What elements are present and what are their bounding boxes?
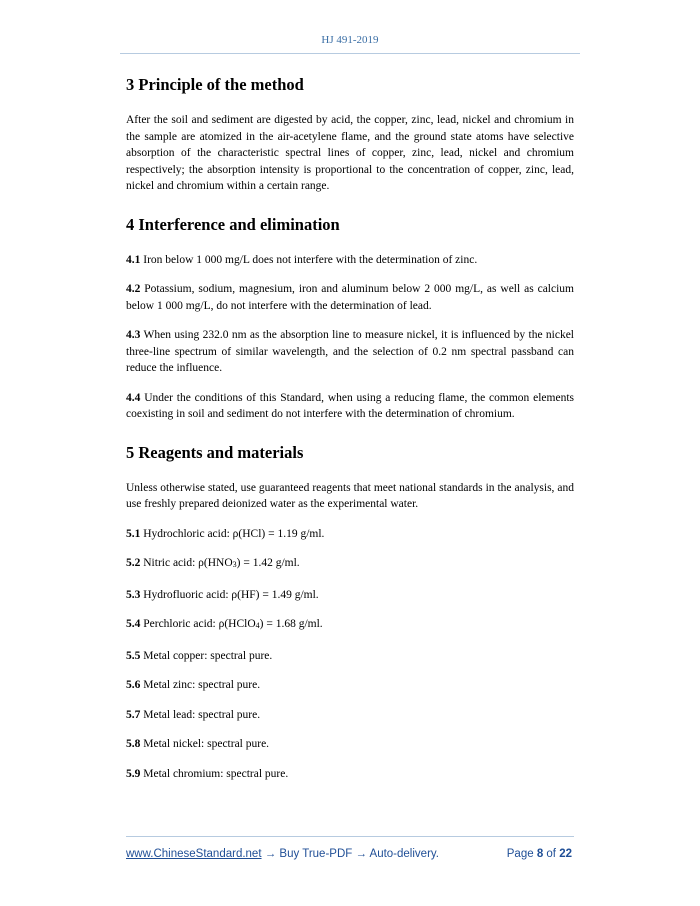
clause-4-3 — [126, 327, 574, 377]
subscript: 4 — [255, 621, 260, 630]
clause-5-4 — [126, 616, 574, 635]
clause-5-8 — [126, 736, 574, 753]
clause-text: Under the conditions of this Standard, when using a reducing flame, the common elements coexisting in soil and sediment do not interfere with the determination of chromium. — [126, 391, 574, 420]
of-label: of — [543, 848, 560, 860]
page-content — [126, 74, 574, 795]
clause-4-1 — [126, 252, 574, 269]
clause-text: Metal lead: spectral pure. — [140, 708, 261, 721]
clause-number: 4.4 — [126, 391, 141, 404]
clause-5-5 — [126, 648, 574, 665]
clause-5-2 — [126, 555, 574, 574]
site-link[interactable]: www.ChineseStandard.net — [126, 848, 262, 860]
clause-5-7 — [126, 707, 574, 724]
clause-text-end: ) = 1.68 g/ml. — [259, 618, 323, 630]
clause-number: 5.3 — [126, 588, 141, 601]
clause-text: Potassium, sodium, magnesium, iron and aluminum below 2 000 mg/L, as well as calcium below 1 000 mg/L, do not interfere with the determination of lead. — [126, 283, 574, 312]
page-label: Page — [506, 848, 537, 860]
clause-number: 5.5 — [126, 649, 141, 662]
clause-text-end: ) = 1.42 g/ml. — [236, 557, 300, 569]
clause-number: 5.7 — [126, 708, 141, 721]
page-indicator — [507, 848, 572, 860]
running-header: HJ 491-2019 — [321, 34, 379, 46]
clause-text: Nitric acid: ρ(HNO — [140, 557, 233, 569]
clause-4-2 — [126, 281, 574, 314]
clause-number: 5.4 — [126, 618, 141, 630]
section-3-body: After the soil and sediment are digested by acid, the copper, zinc, lead, nickel and chromium in the sample are atomized in the air-acetylene flame, and the ground state atoms have selective absorption of the characteristic spectral lines of copper, zinc, lead, nickel and chromium respectively; the absorption intensity is proportional to the concentration of copper, zinc, lead, nickel and chromium within a certain range. — [126, 114, 574, 192]
section-4-heading: 4 Interference and elimination — [126, 214, 340, 234]
page-number: 8 — [536, 848, 544, 860]
clause-number: 4.3 — [126, 329, 141, 341]
section-3-heading: 3 Principle of the method — [126, 75, 304, 94]
clause-5-9 — [126, 766, 574, 783]
clause-text: Perchloric acid: ρ(HClO — [140, 618, 256, 630]
clause-number: 5.6 — [126, 679, 141, 691]
clause-4-4 — [126, 390, 574, 423]
clause-text: Iron below 1 000 mg/L does not interfere with the determination of zinc. — [140, 253, 478, 266]
clause-text: Hydrofluoric acid: ρ(HF) = 1.49 g/ml. — [140, 588, 319, 601]
clause-5-1 — [126, 526, 574, 543]
footer-promo — [126, 848, 439, 860]
clause-number: 5.2 — [126, 557, 141, 569]
clause-number: 5.8 — [126, 738, 141, 750]
clause-number: 4.1 — [126, 253, 141, 266]
clause-text: Metal chromium: spectral pure. — [140, 767, 289, 780]
clause-number: 4.2 — [126, 283, 141, 295]
clause-text: Metal zinc: spectral pure. — [140, 679, 261, 691]
clause-number: 5.1 — [126, 527, 141, 540]
clause-number: 5.9 — [126, 767, 141, 780]
clause-text: Metal copper: spectral pure. — [140, 649, 273, 662]
clause-text: When using 232.0 nm as the absorption line to measure nickel, it is influenced by the nickel three-line spectrum of similar wavelength, and the selection of 0.2 nm spectral passband can reduce the influence. — [126, 329, 574, 374]
header-rule — [120, 53, 580, 54]
clause-5-3 — [126, 587, 574, 604]
footer-tagline: → Buy True-PDF → Auto-delivery. — [261, 848, 439, 860]
clause-text: Metal nickel: spectral pure. — [140, 738, 270, 750]
subscript: 3 — [232, 560, 237, 569]
footer-rule — [126, 836, 574, 837]
page-total: 22 — [559, 848, 572, 860]
section-5-heading: 5 Reagents and materials — [126, 442, 304, 462]
clause-5-6 — [126, 677, 574, 694]
section-5-intro: Unless otherwise stated, use guaranteed reagents that meet national standards in the analysis, and use freshly prepared deionized water as the experimental water. — [126, 481, 574, 510]
clause-text: Hydrochloric acid: ρ(HCl) = 1.19 g/ml. — [140, 527, 325, 540]
